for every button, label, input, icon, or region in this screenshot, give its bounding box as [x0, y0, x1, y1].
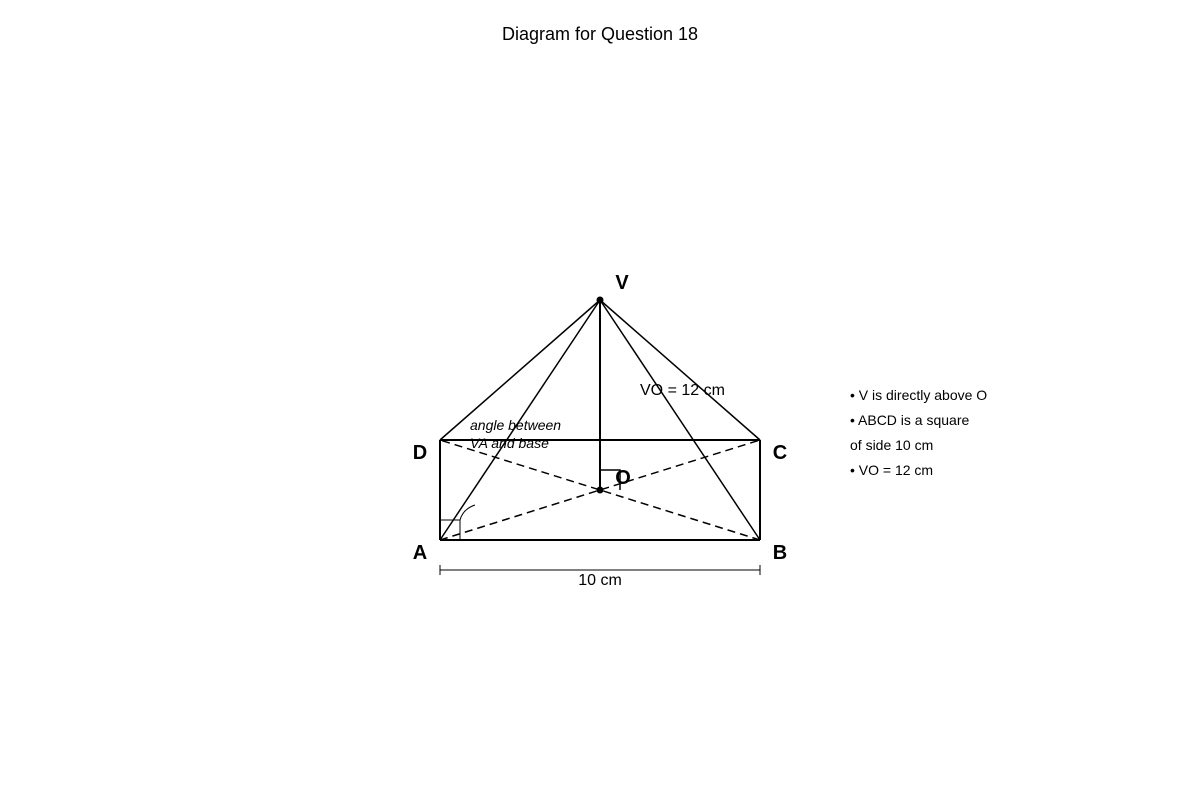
- edge-vb: [600, 300, 760, 540]
- side-length-label: 10 cm: [578, 572, 622, 589]
- info-line-3: of side 10 cm: [850, 437, 934, 453]
- vertex-label-a: A: [412, 542, 428, 564]
- vertex-label-d: D: [412, 442, 428, 464]
- height-label: VO = 12 cm: [640, 382, 725, 399]
- info-line-2: • ABCD is a square: [850, 412, 970, 428]
- apex-point-v: [597, 297, 604, 304]
- angle-note-line-1: angle between: [470, 417, 562, 433]
- right-angle-marker-a: [440, 520, 460, 540]
- vertex-label-o: O: [615, 467, 631, 489]
- diagram-title: Diagram for Question 18: [501, 24, 699, 44]
- info-line-1: • V is directly above O: [850, 387, 988, 403]
- vertex-label-c: C: [772, 442, 788, 464]
- vertex-label-v: V: [615, 272, 629, 294]
- center-point-o: [597, 487, 604, 494]
- info-line-4: • VO = 12 cm: [850, 462, 934, 478]
- vertex-label-b: B: [772, 542, 788, 564]
- angle-note-line-2: VA and base: [470, 435, 549, 451]
